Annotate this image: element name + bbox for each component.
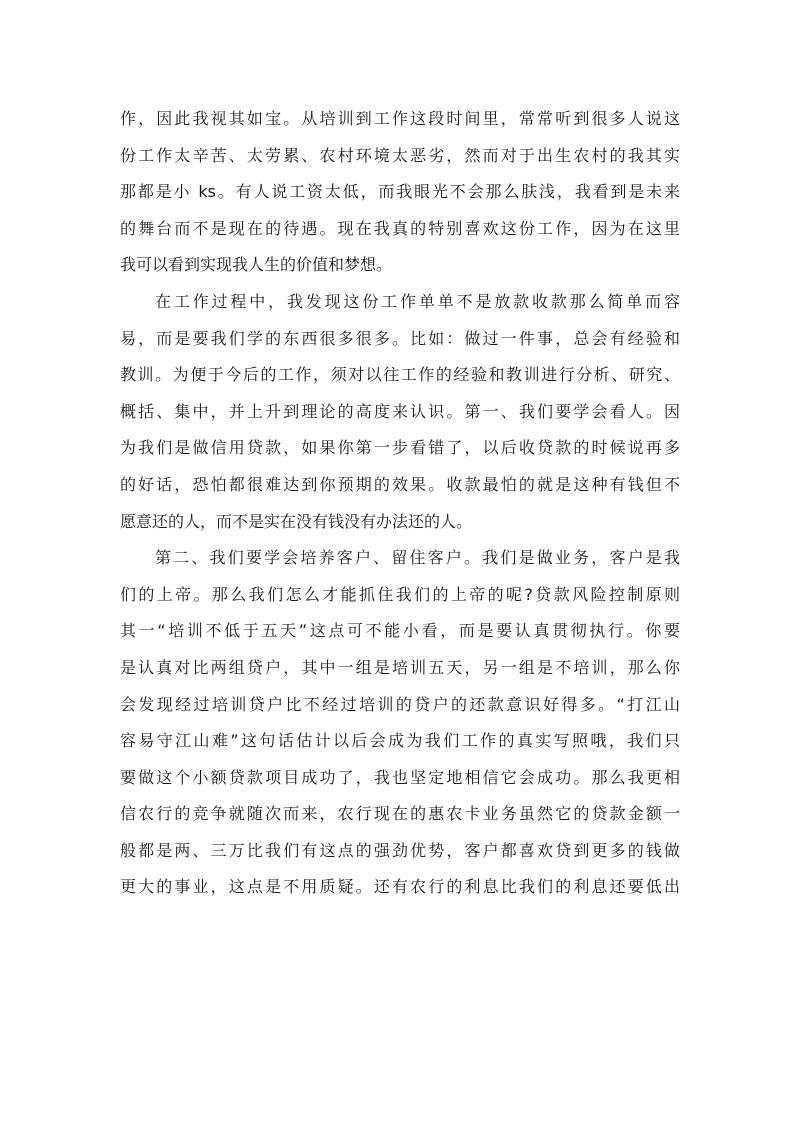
text-line: 信农行的竞争就随次而来，农行现在的惠农卡业务虽然它的贷款金额一 <box>120 804 680 824</box>
text-line: 为我们是做信用贷款，如果你第一步看错了，以后收贷款的时候说再多 <box>120 438 680 458</box>
body-text <box>120 101 680 906</box>
paragraph-first-line: 在工作过程中，我发现这份工作单单不是放款收款那么简单而容 <box>155 291 680 311</box>
text-line: 我可以看到实现我人生的价值和梦想。 <box>120 255 393 275</box>
text-line: 份工作太辛苦、太劳累、农村环境太恶劣，然而对于出生农村的我其实 <box>120 145 680 165</box>
text-line: 的好话，恐怕都很难达到你预期的效果。收款最怕的就是这种有钱但不 <box>120 474 680 494</box>
text-line: 那都是小 ks。有人说工资太低，而我眼光不会那么肤浅，我看到是未来 <box>120 182 680 202</box>
text-line: 的舞台而不是现在的待遇。现在我真的特别喜欢这份工作，因为在这里 <box>120 218 680 238</box>
text-line: 愿意还的人，而不是实在没有钱没有办法还的人。 <box>120 511 473 531</box>
text-line: 易，而是要我们学的东西很多很多。比如：做过一件事，总会有经验和 <box>120 328 680 348</box>
text-line: 概括、集中，并上升到理论的高度来认识。第一、我们要学会看人。因 <box>120 401 680 421</box>
text-line: 要做这个小额贷款项目成功了，我也坚定地相信它会成功。那么我更相 <box>120 767 680 787</box>
text-line: 会发现经过培训贷户比不经过培训的贷户的还款意识好得多。“打江山 <box>120 694 680 714</box>
text-line: 容易守江山难”这句话估计以后会成为我们工作的真实写照哦，我们只 <box>120 731 680 751</box>
paragraph-first-line: 第二、我们要学会培养客户、留住客户。我们是做业务，客户是我 <box>155 548 680 568</box>
text-line: 是认真对比两组贷户，其中一组是培训五天，另一组是不培训，那么你 <box>120 657 680 677</box>
text-line: 般都是两、三万比我们有这点的强劲优势，客户都喜欢贷到更多的钱做 <box>120 840 680 860</box>
text-line: 教训。为便于今后的工作，须对以往工作的经验和教训进行分析、研究、 <box>120 365 680 385</box>
text-line: 更大的事业，这点是不用质疑。还有农行的利息比我们的利息还要低出 <box>120 877 680 897</box>
text-line: 其一“培训不低于五天”这点可不能小看，而是要认真贯彻执行。你要 <box>120 621 680 641</box>
text-line: 作，因此我视其如宝。从培训到工作这段时间里，常常听到很多人说这 <box>120 109 680 128</box>
text-line: 们的上帝。那么我们怎么才能抓住我们的上帝的呢?贷款风险控制原则 <box>120 584 680 604</box>
